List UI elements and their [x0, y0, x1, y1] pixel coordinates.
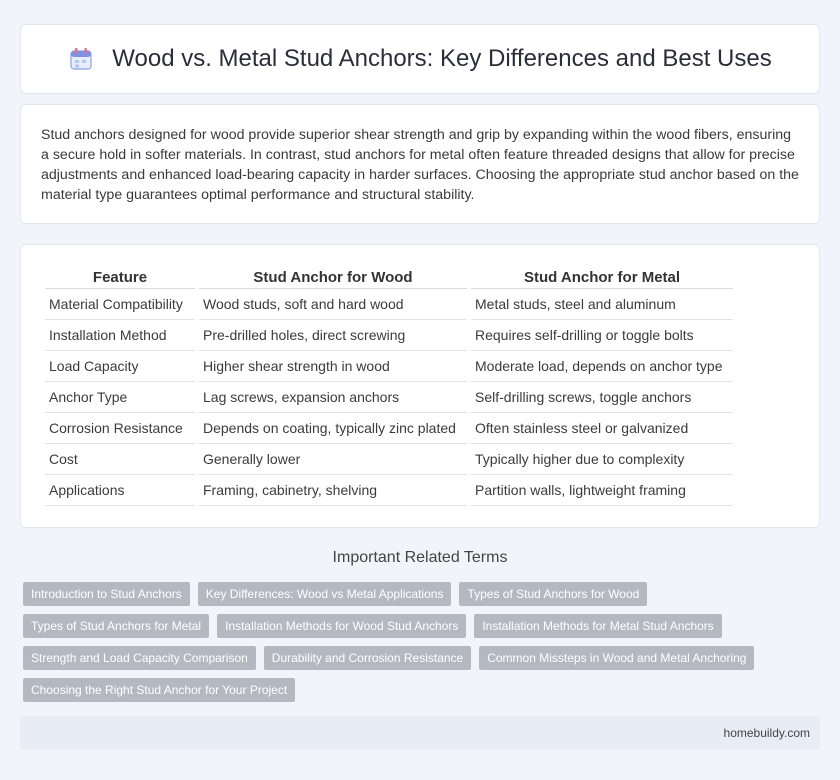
comparison-table-card [20, 244, 820, 528]
table-cell: Metal studs, steel and aluminum [471, 289, 733, 320]
table-cell: Moderate load, depends on anchor type [471, 351, 733, 382]
table-row [45, 413, 733, 444]
table-cell: Requires self-drilling or toggle bolts [471, 320, 733, 351]
table-cell: Self-drilling screws, toggle anchors [471, 382, 733, 413]
footer-site-link[interactable]: homebuildy.com [723, 726, 810, 740]
footer [20, 716, 820, 750]
related-term-tag[interactable]: Types of Stud Anchors for Wood [459, 582, 647, 606]
table-cell: Higher shear strength in wood [199, 351, 467, 382]
table-row [45, 351, 733, 382]
table-cell: Applications [45, 475, 195, 506]
table-cell: Cost [45, 444, 195, 475]
table-row [45, 320, 733, 351]
table-row [45, 289, 733, 320]
table-cell: Generally lower [199, 444, 467, 475]
table-cell: Corrosion Resistance [45, 413, 195, 444]
intro-card [20, 104, 820, 224]
table-cell: Pre-drilled holes, direct screwing [199, 320, 467, 351]
related-term-tag[interactable]: Installation Methods for Wood Stud Anchors [217, 614, 466, 638]
column-header: Stud Anchor for Metal [471, 267, 733, 289]
table-cell: Material Compatibility [45, 289, 195, 320]
related-term-tag[interactable]: Types of Stud Anchors for Metal [23, 614, 209, 638]
related-term-tag[interactable]: Installation Methods for Metal Stud Anchors [474, 614, 721, 638]
related-term-tag[interactable]: Choosing the Right Stud Anchor for Your Project [23, 678, 295, 702]
table-cell: Load Capacity [45, 351, 195, 382]
table-cell: Framing, cabinetry, shelving [199, 475, 467, 506]
calendar-icon [68, 46, 94, 72]
intro-paragraph: Stud anchors designed for wood provide superior shear strength and grip by expanding within the wood fibers, ensuring a secure hold in softer materials. In contrast, stud anchors for metal often feature threaded designs that allow for precise adjustments and enhanced load-bearing capacity in harder surfaces. Choosing the appropriate stud anchor based on the material type guarantees optimal performance and structural stability. [41, 127, 799, 203]
table-cell: Anchor Type [45, 382, 195, 413]
header-card [20, 24, 820, 94]
table-row [45, 444, 733, 475]
table-header-row [45, 267, 733, 289]
related-term-tag[interactable]: Common Missteps in Wood and Metal Anchoring [479, 646, 754, 670]
related-term-tag[interactable]: Key Differences: Wood vs Metal Applications [198, 582, 452, 606]
table-row [45, 475, 733, 506]
column-header: Stud Anchor for Wood [199, 267, 467, 289]
column-header: Feature [45, 267, 195, 289]
table-cell: Wood studs, soft and hard wood [199, 289, 467, 320]
table-row [45, 382, 733, 413]
table-cell: Often stainless steel or galvanized [471, 413, 733, 444]
table-cell: Typically higher due to complexity [471, 444, 733, 475]
related-terms-list [23, 582, 823, 702]
related-term-tag[interactable]: Durability and Corrosion Resistance [264, 646, 471, 670]
table-cell: Partition walls, lightweight framing [471, 475, 733, 506]
page-title: Wood vs. Metal Stud Anchors: Key Differences and Best Uses [112, 45, 772, 72]
comparison-table [41, 267, 737, 506]
related-term-tag[interactable]: Strength and Load Capacity Comparison [23, 646, 256, 670]
related-terms-title: Important Related Terms [332, 549, 508, 566]
table-cell: Depends on coating, typically zinc plated [199, 413, 467, 444]
table-cell: Installation Method [45, 320, 195, 351]
table-cell: Lag screws, expansion anchors [199, 382, 467, 413]
related-term-tag[interactable]: Introduction to Stud Anchors [23, 582, 190, 606]
